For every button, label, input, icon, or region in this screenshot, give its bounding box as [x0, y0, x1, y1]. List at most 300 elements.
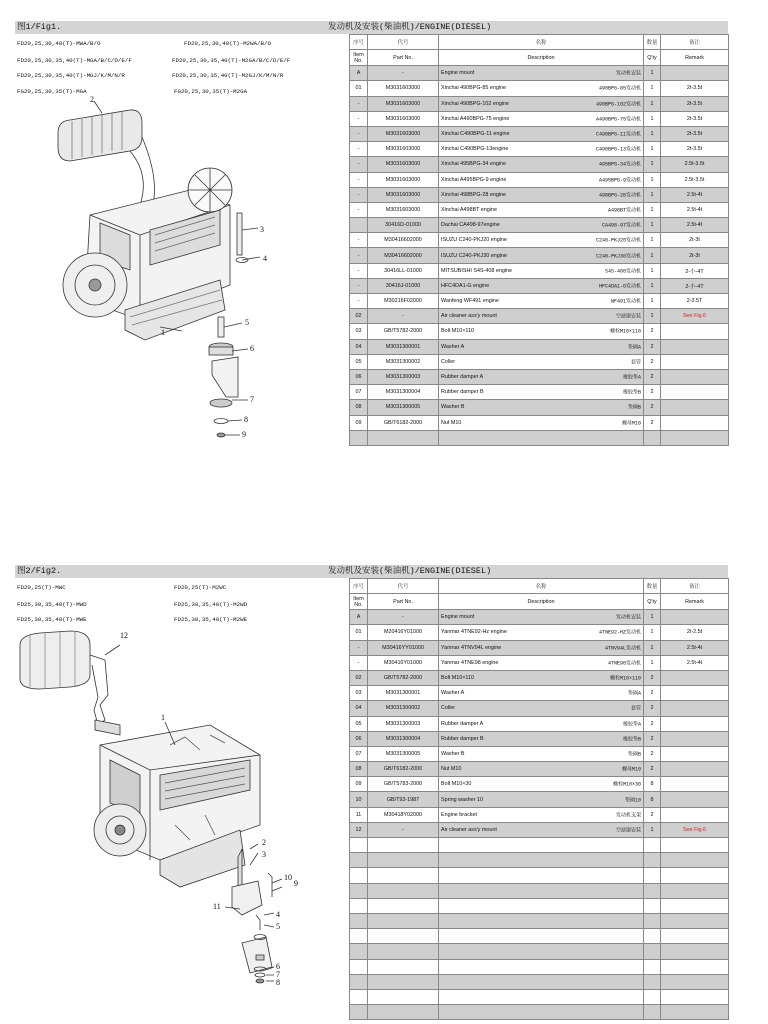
item-no-cell: A [350, 66, 368, 81]
col-no-en: Item No. [350, 594, 368, 610]
remark-cell [661, 716, 729, 731]
col-remark-en: Remark [661, 50, 729, 66]
table-row [350, 610, 729, 625]
remark-cell [661, 670, 729, 685]
item-no-cell: 07 [350, 746, 368, 761]
description-cn: 橡胶垫A [622, 721, 641, 728]
qty-cell: 1 [644, 172, 661, 187]
callout-4: 4 [263, 254, 267, 263]
model-code: FD25,30,35,40(T)-MWE [17, 616, 87, 623]
item-no-cell [350, 913, 368, 928]
description-en: Rubber damper B [441, 735, 484, 742]
remark-cell [661, 913, 729, 928]
table-row [350, 111, 729, 126]
qty-cell: 1 [644, 187, 661, 202]
callout-4: 4 [276, 910, 280, 919]
table-row [350, 974, 729, 989]
description-cell [439, 1005, 644, 1020]
item-no-cell [350, 853, 368, 868]
part-no-cell [368, 883, 439, 898]
part-no-cell [368, 868, 439, 883]
item-no-cell: 10 [350, 792, 368, 807]
part-no-cell [368, 838, 439, 853]
description-en: Washer A [441, 343, 465, 350]
item-no-cell [350, 974, 368, 989]
description-cn: 橡胶垫B [622, 389, 641, 396]
table-row [350, 792, 729, 807]
qty-cell: 1 [644, 640, 661, 655]
item-no-cell: 05 [350, 354, 368, 369]
qty-cell: 1 [644, 66, 661, 81]
part-no-cell [368, 989, 439, 1004]
description-cn: 垫圈A [627, 344, 641, 351]
table-row [350, 324, 729, 339]
model-code: FD20,25,30,35,40(T)-MGA/B/C/D/E/F [17, 57, 132, 64]
description-cell [439, 369, 644, 384]
remark-cell: 2.5t-4t [661, 640, 729, 655]
description-cell [439, 354, 644, 369]
table-row [350, 807, 729, 822]
description-cn: S4S-408发动机 [604, 268, 641, 275]
description-cell [439, 157, 644, 172]
item-no-cell: - [350, 172, 368, 187]
callout-6: 6 [250, 344, 254, 353]
table-row [350, 263, 729, 278]
air-cleaner-drawing [58, 110, 155, 213]
callout-1: 1 [161, 713, 165, 722]
item-no-cell: - [350, 202, 368, 217]
col-desc-cn: 名称 [439, 35, 644, 50]
table-row [350, 81, 729, 96]
part-no-cell: M3031300001 [368, 686, 439, 701]
remark-cell [661, 746, 729, 761]
section1-header [15, 21, 728, 34]
callout-5: 5 [276, 922, 280, 931]
table-row [350, 278, 729, 293]
item-no-cell: 03 [350, 324, 368, 339]
callout-8: 8 [244, 415, 248, 424]
description-cell [439, 974, 644, 989]
table-row [350, 385, 729, 400]
item-no-cell: A [350, 610, 368, 625]
description-cn: WF491发动机 [610, 298, 641, 305]
description-cell [439, 81, 644, 96]
part-no-cell: M3031300003 [368, 369, 439, 384]
description-cell [439, 126, 644, 141]
col-no-cn: 序号 [350, 35, 368, 50]
item-no-cell [350, 929, 368, 944]
qty-cell: 1 [644, 233, 661, 248]
description-cell [439, 731, 644, 746]
qty-cell: 2 [644, 762, 661, 777]
description-cell [439, 746, 644, 761]
qty-cell: 1 [644, 263, 661, 278]
part-no-cell: M3031300005 [368, 400, 439, 415]
description-en: Xinchai A490BPG-75 engine [441, 115, 510, 122]
remark-cell: 2t-3.5t [661, 142, 729, 157]
part-no-cell: M20416Y01000 [368, 625, 439, 640]
description-cn: HFC4DA1-G发动机 [598, 283, 641, 290]
table-row [350, 172, 729, 187]
description-cell [439, 339, 644, 354]
table-row [350, 294, 729, 309]
item-no-cell [350, 1005, 368, 1020]
col-part-en: Part No. [368, 594, 439, 610]
table-row [350, 746, 729, 761]
part-no-cell: M3031603000 [368, 142, 439, 157]
table-row [350, 655, 729, 670]
remark-cell: 2.5t-4t [661, 187, 729, 202]
item-no-cell: - [350, 294, 368, 309]
callout-5: 5 [245, 318, 249, 327]
description-cn: C490BPG-11发动机 [595, 131, 641, 138]
item-no-cell: 03 [350, 686, 368, 701]
remark-cell: See Fig.6 [661, 309, 729, 324]
description-en: Yanmar 4TNE98 engine [441, 659, 499, 666]
qty-cell [644, 944, 661, 959]
item-no-cell: - [350, 640, 368, 655]
qty-cell: 1 [644, 294, 661, 309]
callout-12: 12 [120, 631, 128, 640]
description-cell [439, 670, 644, 685]
description-cell [439, 640, 644, 655]
part-no-cell: M30416602000 [368, 233, 439, 248]
model-code: FD25,30,35,40(T)-MWD [17, 601, 87, 608]
qty-cell: 2 [644, 415, 661, 430]
description-cn: 4TNE98发动机 [607, 660, 641, 667]
callout-9: 9 [294, 879, 298, 888]
description-en: Rubber damper B [441, 389, 484, 396]
description-cell [439, 294, 644, 309]
remark-cell [661, 1005, 729, 1020]
description-en: ISUZU C240-PKJ30 engine [441, 252, 507, 259]
qty-cell: 8 [644, 792, 661, 807]
remark-cell: 2t-3t [661, 248, 729, 263]
remark-cell: 2.5t-4t [661, 655, 729, 670]
remark-cell [661, 686, 729, 701]
remark-cell: 2t-3.5t [661, 96, 729, 111]
section2-header [15, 565, 728, 578]
description-cell [439, 263, 644, 278]
item-no-cell: 04 [350, 339, 368, 354]
description-cell [439, 944, 644, 959]
remark-cell: 2.5t-3.5t [661, 157, 729, 172]
description-cell [439, 248, 644, 263]
description-cn: 螺栓M10×110 [609, 328, 641, 335]
table-row [350, 670, 729, 685]
description-en: Rubber damper A [441, 374, 484, 381]
remark-cell: 2-3.5T [661, 294, 729, 309]
description-cell [439, 66, 644, 81]
qty-cell: 2 [644, 324, 661, 339]
qty-cell: 1 [644, 81, 661, 96]
table-row [350, 913, 729, 928]
description-en: Nut M10 [441, 766, 462, 773]
item-no-cell [350, 898, 368, 913]
description-en: Spring washer 10 [441, 796, 483, 803]
item-no-cell: 01 [350, 81, 368, 96]
description-cn: C490BPG-13发动机 [595, 146, 641, 153]
remark-cell [661, 415, 729, 430]
figure-label: 图1/Fig1. [17, 22, 62, 32]
model-code: FD20,25,30,35,40(T)-M2GJ/K/M/N/R [172, 72, 284, 79]
qty-cell [644, 1005, 661, 1020]
item-no-cell: 08 [350, 400, 368, 415]
col-remark-cn: 备注 [661, 579, 729, 594]
table-row [350, 415, 729, 430]
qty-cell: 1 [644, 218, 661, 233]
remark-cell [661, 898, 729, 913]
part-no-cell: 30416D-01000 [368, 218, 439, 233]
table-row [350, 929, 729, 944]
qty-cell: 1 [644, 126, 661, 141]
description-cn: C240-PKJ20发动机 [595, 237, 641, 244]
part-no-cell: M30418Y02000 [368, 807, 439, 822]
part-no-cell: GB/T6182-2000 [368, 762, 439, 777]
description-en: Xinchai 490BPG-102 engine [441, 100, 510, 107]
qty-cell: 1 [644, 822, 661, 837]
qty-cell [644, 838, 661, 853]
part-no-cell [368, 929, 439, 944]
description-cell [439, 883, 644, 898]
item-no-cell: - [350, 655, 368, 670]
mount-parts-drawing [232, 849, 272, 983]
description-en: Bolt M10×30 [441, 781, 472, 788]
part-no-cell: - [368, 309, 439, 324]
callout-9: 9 [242, 430, 246, 439]
description-cell [439, 111, 644, 126]
item-no-cell: 05 [350, 716, 368, 731]
description-en: Washer B [441, 750, 465, 757]
description-en: Xinchai 490BPG-85 engine [441, 85, 507, 92]
item-no-cell: 02 [350, 670, 368, 685]
description-en: Air cleaner ass'y mount [441, 826, 497, 833]
qty-cell [644, 868, 661, 883]
description-cn: 橡胶垫B [622, 736, 641, 743]
part-no-cell [368, 913, 439, 928]
description-cn: 套管 [630, 359, 641, 366]
description-en: Dachai CA498-97engine [441, 222, 500, 229]
description-en: MITSUBISHI S4S-408 engine [441, 267, 513, 274]
col-part-en: Part No. [368, 50, 439, 66]
remark-cell: 2.5t-4t [661, 202, 729, 217]
part-no-cell: - [368, 822, 439, 837]
part-no-cell: M3031300004 [368, 385, 439, 400]
description-cn: 发动机安装 [615, 614, 641, 621]
item-no-cell: 06 [350, 731, 368, 746]
figure-label: 图2/Fig2. [17, 566, 62, 576]
item-no-cell: - [350, 157, 368, 172]
remark-cell [661, 777, 729, 792]
part-no-cell: 30416J-01000 [368, 278, 439, 293]
col-no-cn: 序号 [350, 579, 368, 594]
description-cell [439, 929, 644, 944]
description-cn: 垫圈B [627, 751, 641, 758]
table-row [350, 822, 729, 837]
description-cell [439, 762, 644, 777]
item-no-cell: 01 [350, 625, 368, 640]
part-no-cell: - [368, 610, 439, 625]
item-no-cell: - [350, 187, 368, 202]
description-en: Nut M10 [441, 419, 462, 426]
remark-cell [661, 762, 729, 777]
description-cell [439, 898, 644, 913]
remark-cell [661, 701, 729, 716]
table-row [350, 853, 729, 868]
part-no-cell [368, 974, 439, 989]
col-part-cn: 代号 [368, 579, 439, 594]
callout-6: 6 [276, 962, 280, 971]
remark-cell [661, 731, 729, 746]
col-no-en: Item No. [350, 50, 368, 66]
part-no-cell: M30216F02000 [368, 294, 439, 309]
qty-cell: 2 [644, 385, 661, 400]
table-row [350, 157, 729, 172]
part-no-cell: M3031300002 [368, 701, 439, 716]
remark-cell [661, 610, 729, 625]
remark-cell [661, 959, 729, 974]
description-cn: 螺栓M10×30 [612, 781, 641, 788]
table-row [350, 959, 729, 974]
part-no-cell: GB/T5782-2000 [368, 324, 439, 339]
qty-cell: 2 [644, 731, 661, 746]
description-cell [439, 324, 644, 339]
col-remark-cn: 备注 [661, 35, 729, 50]
description-cell [439, 655, 644, 670]
part-no-cell: M3031603000 [368, 96, 439, 111]
callout-3: 3 [260, 225, 264, 234]
description-cell [439, 142, 644, 157]
part-no-cell: M3031603000 [368, 172, 439, 187]
table-row [350, 898, 729, 913]
description-cell [439, 989, 644, 1004]
description-cn: 发动机支架 [615, 812, 641, 819]
description-cn: 螺栓M10×110 [609, 675, 641, 682]
item-no-cell: 06 [350, 369, 368, 384]
description-en: Rubber damper A [441, 720, 484, 727]
description-cell [439, 218, 644, 233]
callout-1: 1 [161, 328, 165, 337]
description-en: Air cleaner ass'y mount [441, 313, 497, 320]
remark-cell: 2t-2.5t [661, 625, 729, 640]
parts-table-fig2 [349, 578, 729, 1020]
engine-diagram-fig2 [10, 625, 310, 995]
part-no-cell: M30416Y01000 [368, 655, 439, 670]
description-cell [439, 385, 644, 400]
description-cn: 495BPG-34发动机 [598, 161, 641, 168]
model-code: FD20,25,30,35,40(T)-MGJ/K/M/N/R [17, 72, 125, 79]
qty-cell: 1 [644, 202, 661, 217]
description-cn: CA498-97发动机 [601, 222, 641, 229]
table-row [350, 369, 729, 384]
remark-cell [661, 66, 729, 81]
table-row [350, 625, 729, 640]
item-no-cell [350, 218, 368, 233]
part-no-cell [368, 853, 439, 868]
qty-cell: 1 [644, 248, 661, 263]
description-en: Xinchai A498BT engine [441, 206, 497, 213]
description-en: Engine mount [441, 70, 475, 77]
description-cell [439, 278, 644, 293]
callout-10: 10 [284, 873, 292, 882]
col-qty-cn: 数量 [644, 579, 661, 594]
col-desc-cn: 名称 [439, 579, 644, 594]
description-cell [439, 233, 644, 248]
description-cell [439, 959, 644, 974]
item-no-cell: 08 [350, 762, 368, 777]
description-cn: 套管 [630, 705, 641, 712]
item-no-cell: 04 [350, 701, 368, 716]
part-no-cell: M30416602000 [368, 248, 439, 263]
qty-cell: 2 [644, 716, 661, 731]
description-en: Bolt M10×110 [441, 675, 475, 682]
description-cn: 垫圈B [627, 404, 641, 411]
table-row [350, 883, 729, 898]
table-row [350, 339, 729, 354]
item-no-cell: - [350, 96, 368, 111]
qty-cell: 1 [644, 96, 661, 111]
col-qty-en: Q'ty [644, 594, 661, 610]
table-row [350, 218, 729, 233]
table-row [350, 944, 729, 959]
part-no-cell: M3031603000 [368, 111, 439, 126]
model-code: FD25,30,35,40(T)-M2WE [174, 616, 248, 623]
description-cn: 空滤器安装 [615, 827, 641, 834]
col-qty-cn: 数量 [644, 35, 661, 50]
description-en: Yanmar 4TNV94L engine [441, 644, 502, 651]
part-no-cell: 30416LL-01000 [368, 263, 439, 278]
qty-cell [644, 974, 661, 989]
description-cell [439, 202, 644, 217]
remark-cell [661, 354, 729, 369]
part-no-cell: - [368, 66, 439, 81]
description-en: Coller [441, 358, 456, 365]
remark-cell [661, 944, 729, 959]
section-title: 发动机及安装(柴油机)/ENGINE(DIESEL) [328, 22, 492, 32]
remark-cell [661, 974, 729, 989]
qty-cell [644, 898, 661, 913]
description-cell [439, 400, 644, 415]
qty-cell: 1 [644, 278, 661, 293]
remark-cell [661, 369, 729, 384]
qty-cell [644, 430, 661, 445]
col-desc-en: Description [439, 50, 644, 66]
remark-cell: 2.5t-3.5t [661, 172, 729, 187]
description-en: Xinchai C490BPG-13engine [441, 146, 509, 153]
item-no-cell: 02 [350, 309, 368, 324]
description-cell [439, 913, 644, 928]
qty-cell: 2 [644, 339, 661, 354]
callout-2: 2 [90, 95, 94, 104]
qty-cell: 1 [644, 157, 661, 172]
qty-cell: 1 [644, 142, 661, 157]
qty-cell: 1 [644, 309, 661, 324]
qty-cell: 2 [644, 670, 661, 685]
qty-cell: 2 [644, 686, 661, 701]
part-no-cell [368, 898, 439, 913]
description-cn: 490BPG-85发动机 [598, 85, 641, 92]
part-no-cell: GB/T93-1987 [368, 792, 439, 807]
callout-11: 11 [213, 902, 221, 911]
item-no-cell [350, 959, 368, 974]
description-cn: 空滤器安装 [615, 313, 641, 320]
table-row [350, 716, 729, 731]
table-row [350, 640, 729, 655]
model-code: FD20,25(T)-MWC [17, 584, 66, 591]
qty-cell: 2 [644, 807, 661, 822]
table-row [350, 868, 729, 883]
table-row [350, 66, 729, 81]
